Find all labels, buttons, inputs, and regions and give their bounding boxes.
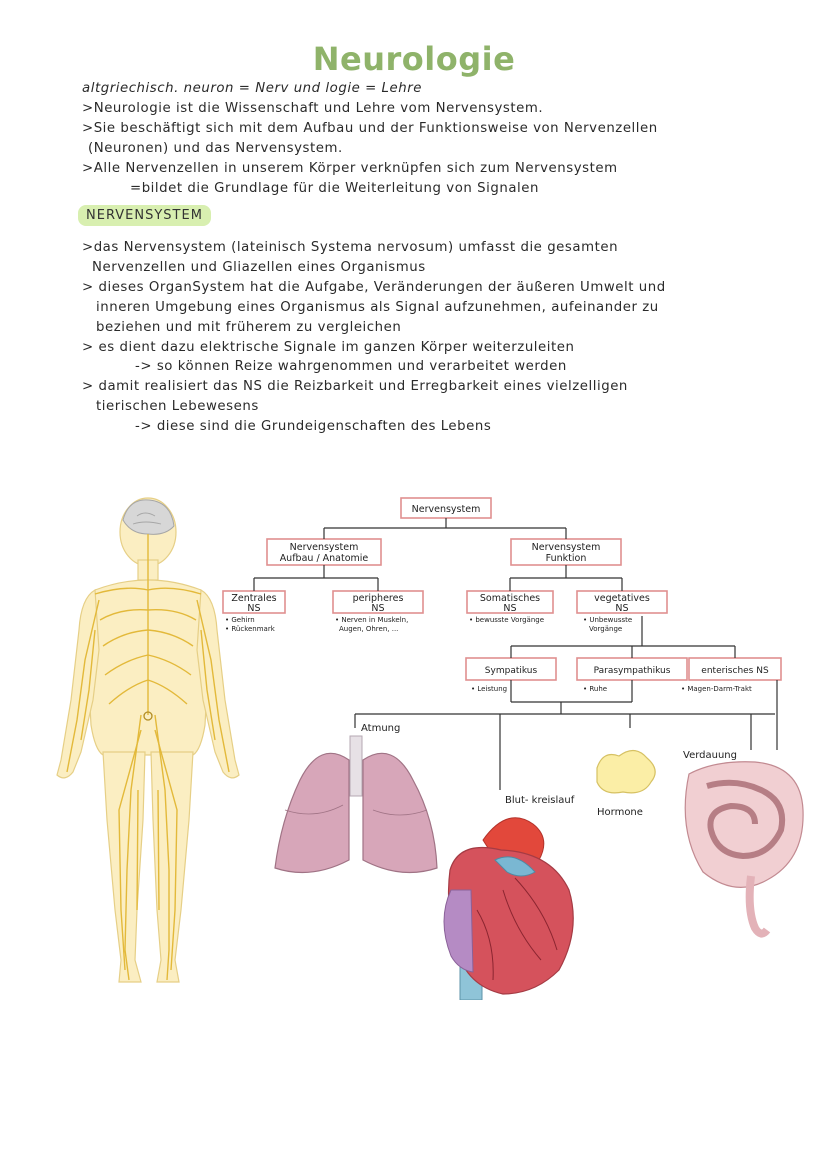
- note-rueckenmark: • Rückenmark: [225, 625, 275, 633]
- section-line: > dieses OrganSystem hat die Aufgabe, Veränderungen der äußeren Umwelt und: [82, 280, 666, 295]
- intestines-illustration: [685, 762, 803, 934]
- section-line: tierischen Lebewesens: [96, 399, 259, 414]
- section-line: > es dient dazu elektrische Signale im ganzen Körper weiterzuleiten: [82, 340, 575, 355]
- diagram-aufbau-line-2: Aufbau / Anatomie: [279, 553, 369, 564]
- label-hormone: Hormone: [597, 807, 643, 818]
- label-blutkreislauf: Blut- kreislauf: [505, 795, 575, 806]
- section-line: Nervenzellen und Gliazellen eines Organismus: [92, 260, 426, 275]
- diagram-aufbau-line-1: Nervensystem: [289, 542, 359, 553]
- enterisches-label: enterisches NS: [701, 666, 769, 676]
- section-line: > damit realisiert das NS die Reizbarkeit und Erregbarkeit eines vielzelligen: [82, 379, 628, 394]
- section-line: inneren Umgebung eines Organismus als Signal aufzunehmen, aufeinander zu: [96, 300, 659, 315]
- note-leistung: • Leistung: [471, 685, 508, 693]
- note-unbewusste-2: Vorgänge: [589, 625, 623, 633]
- label-verdauung: Verdauung: [683, 750, 737, 761]
- section-line: -> diese sind die Grundeigenschaften des Lebens: [135, 419, 492, 434]
- note-ruhe: • Ruhe: [583, 685, 608, 693]
- section-line: beziehen und mit früherem zu vergleichen: [96, 320, 402, 335]
- section-line: >das Nervensystem (lateinisch Systema nervosum) umfasst die gesamten: [82, 240, 619, 255]
- page-title: Neurologie: [312, 40, 516, 78]
- intro-line: altgriechisch. neuron = Nerv und logie = Lehre: [82, 81, 422, 96]
- note-gehirn: • Gehirn: [225, 616, 255, 624]
- hormone-gland-illustration: [597, 750, 655, 792]
- note-bewusste: • bewusste Vorgänge: [469, 616, 545, 624]
- intro-line: (Neuronen) und das Nervensystem.: [88, 141, 343, 156]
- note-nerven: • Nerven in Muskeln,: [335, 616, 409, 624]
- heart-illustration: [444, 818, 573, 1000]
- intro-line: >Alle Nervenzellen in unserem Körper verknüpfen sich zum Nervensystem: [82, 161, 618, 176]
- diagram-somatisches-line-2: NS: [503, 603, 517, 614]
- sympatikus-label: Sympatikus: [484, 666, 538, 676]
- diagram-zentrales-line-1: Zentrales: [231, 593, 277, 604]
- diagram-peripheres-line-2: NS: [371, 603, 385, 614]
- classification-diagram: [215, 490, 810, 625]
- note-augen-ohren: Augen, Ohren, ...: [339, 625, 399, 633]
- note-magen-darm: • Magen-Darm-Trakt: [681, 685, 752, 693]
- note-unbewusste-1: • Unbewusste: [583, 616, 633, 624]
- organ-diagram: [215, 610, 810, 1000]
- intro-line: >Neurologie ist die Wissenschaft und Lehre vom Nervensystem.: [82, 101, 544, 116]
- parasympathikus-label: Parasympathikus: [593, 666, 671, 676]
- diagram-root-label: Nervensystem: [411, 504, 481, 515]
- diagram-vegetatives-line-1: vegetatives: [594, 593, 650, 604]
- intro-line: >Sie beschäftigt sich mit dem Aufbau und der Funktionsweise von Nervenzellen: [82, 121, 658, 136]
- intro-line: =bildet die Grundlage für die Weiterleitung von Signalen: [130, 181, 539, 196]
- diagram-funktion-line-2: Funktion: [545, 553, 587, 564]
- section-badge: NERVENSYSTEM: [78, 205, 211, 226]
- diagram-vegetatives-line-2: NS: [615, 603, 629, 614]
- label-atmung: Atmung: [361, 723, 401, 734]
- diagram-funktion-line-1: Nervensystem: [531, 542, 601, 553]
- diagram-zentrales-line-2: NS: [247, 603, 261, 614]
- section-line: -> so können Reize wahrgenommen und verarbeitet werden: [135, 359, 567, 374]
- diagram-peripheres-line-1: peripheres: [352, 593, 404, 604]
- diagram-somatisches-line-1: Somatisches: [479, 593, 541, 604]
- lungs-illustration: [275, 736, 437, 873]
